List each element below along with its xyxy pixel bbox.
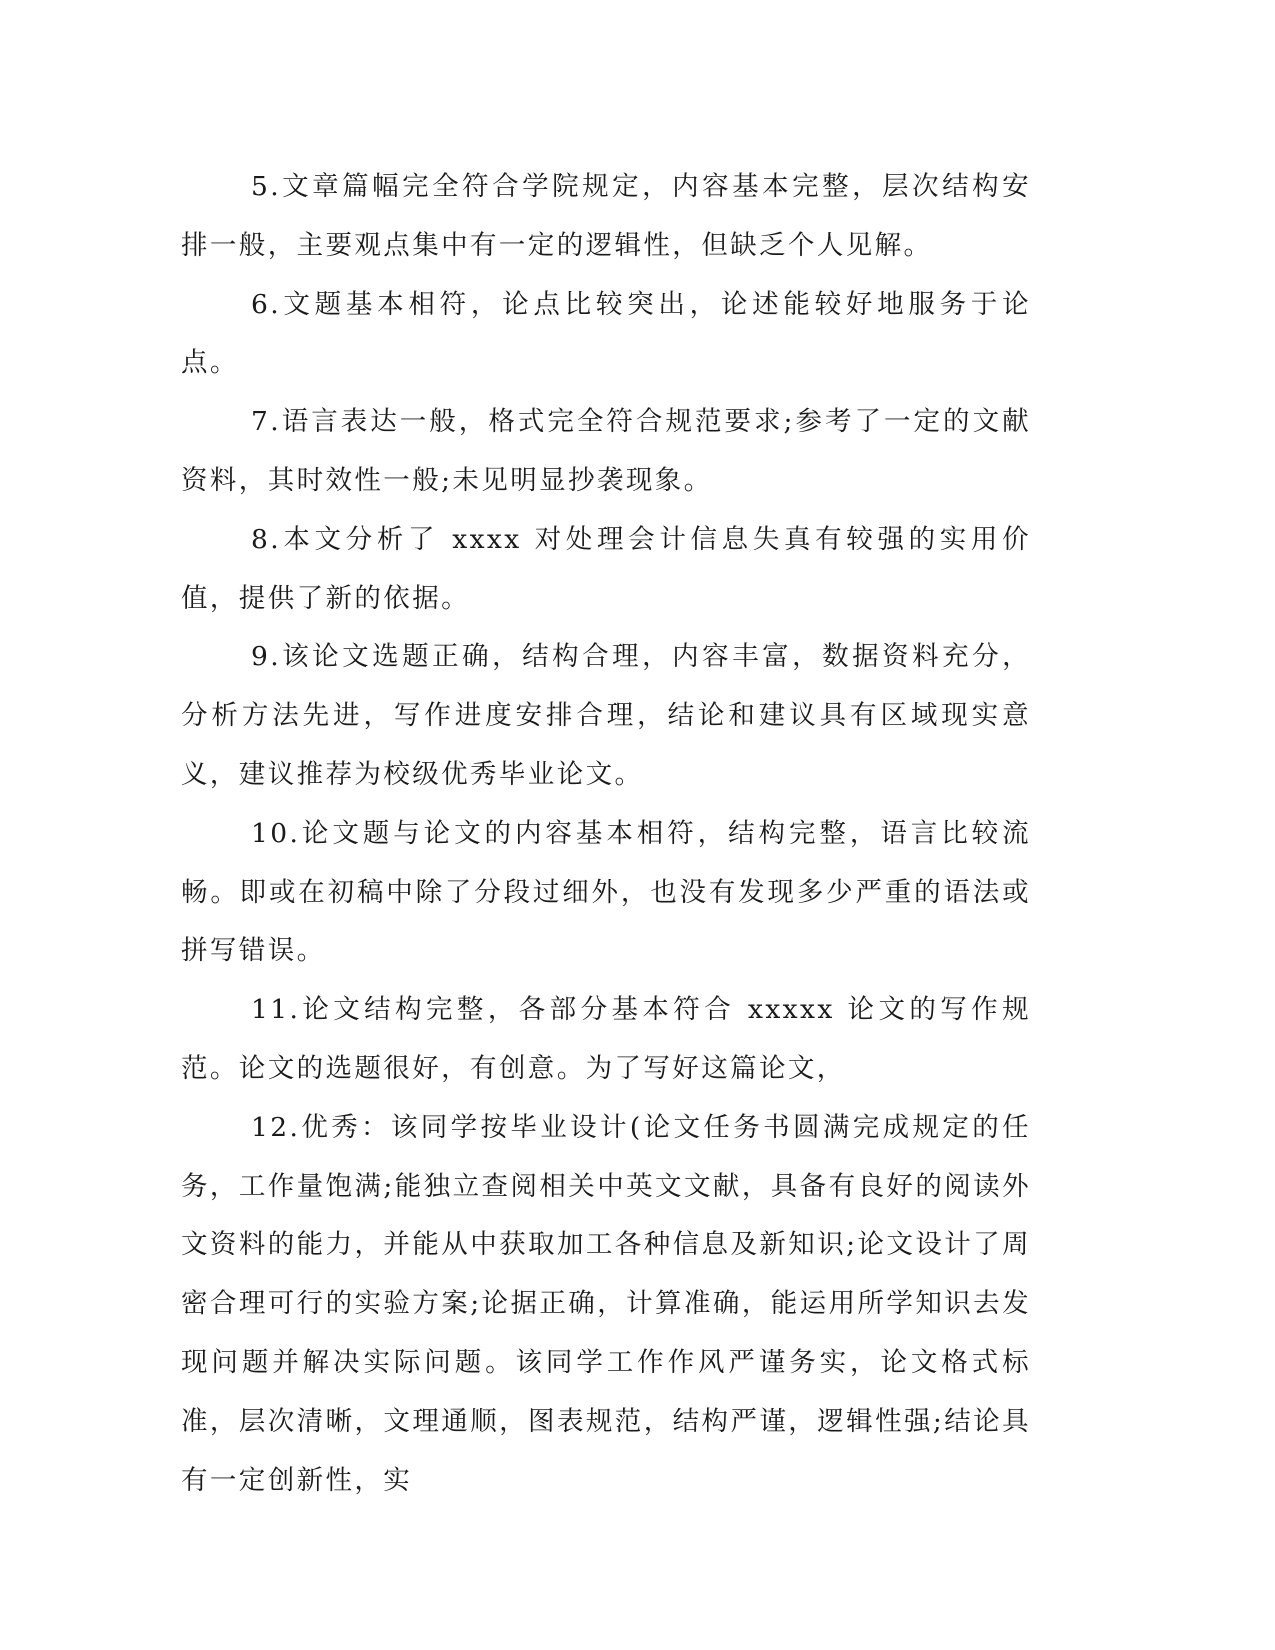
document-body: [181, 158, 1031, 1510]
paragraph-item-11: 11.论文结构完整，各部分基本符合 xxxxx 论文的写作规范。论文的选题很好，有创意。为了写好这篇论文，: [181, 994, 1031, 1084]
paragraph-item-10: 10.论文题与论文的内容基本相符，结构完整，语言比较流畅。即或在初稿中除了分段过细外，也没有发现多少严重的语法或拼写错误。: [181, 817, 1031, 967]
paragraph-item-6: 6.文题基本相符，论点比较突出，论述能较好地服务于论点。: [181, 288, 1031, 379]
paragraph-item-5: 5.文章篇幅完全符合学院规定，内容基本完整，层次结构安排一般，主要观点集中有一定的逻辑性，但缺乏个人见解。: [181, 171, 1031, 261]
paragraph-item-8: 8.本文分析了 xxxx 对处理会计信息失真有较强的实用价值，提供了新的依据。: [181, 523, 1031, 614]
paragraph-item-12: 12.优秀：该同学按毕业设计(论文任务书圆满完成规定的任务，工作量饱满;能独立查阅相关中英文文献，具备有良好的阅读外文资料的能力，并能从中获取加工各种信息及新知识;论文设计了周密合理可行的实验方案;论据正确，计算准确，能运用所学知识去发现问题并解决实际问题。该同学工作作风严谨务实，论文格式标准，层次清晰，文理通顺，图表规范，结构严谨，逻辑性强;结论具有一定创新性，实: [181, 1111, 1031, 1496]
paragraph-item-7: 7.语言表达一般，格式完全符合规范要求;参考了一定的文献资料，其时效性一般;未见明显抄袭现象。: [181, 406, 1031, 496]
paragraph-item-9: 9.该论文选题正确，结构合理，内容丰富，数据资料充分，分析方法先进，写作进度安排合理，结论和建议具有区域现实意义，建议推荐为校级优秀毕业论文。: [181, 641, 1031, 790]
